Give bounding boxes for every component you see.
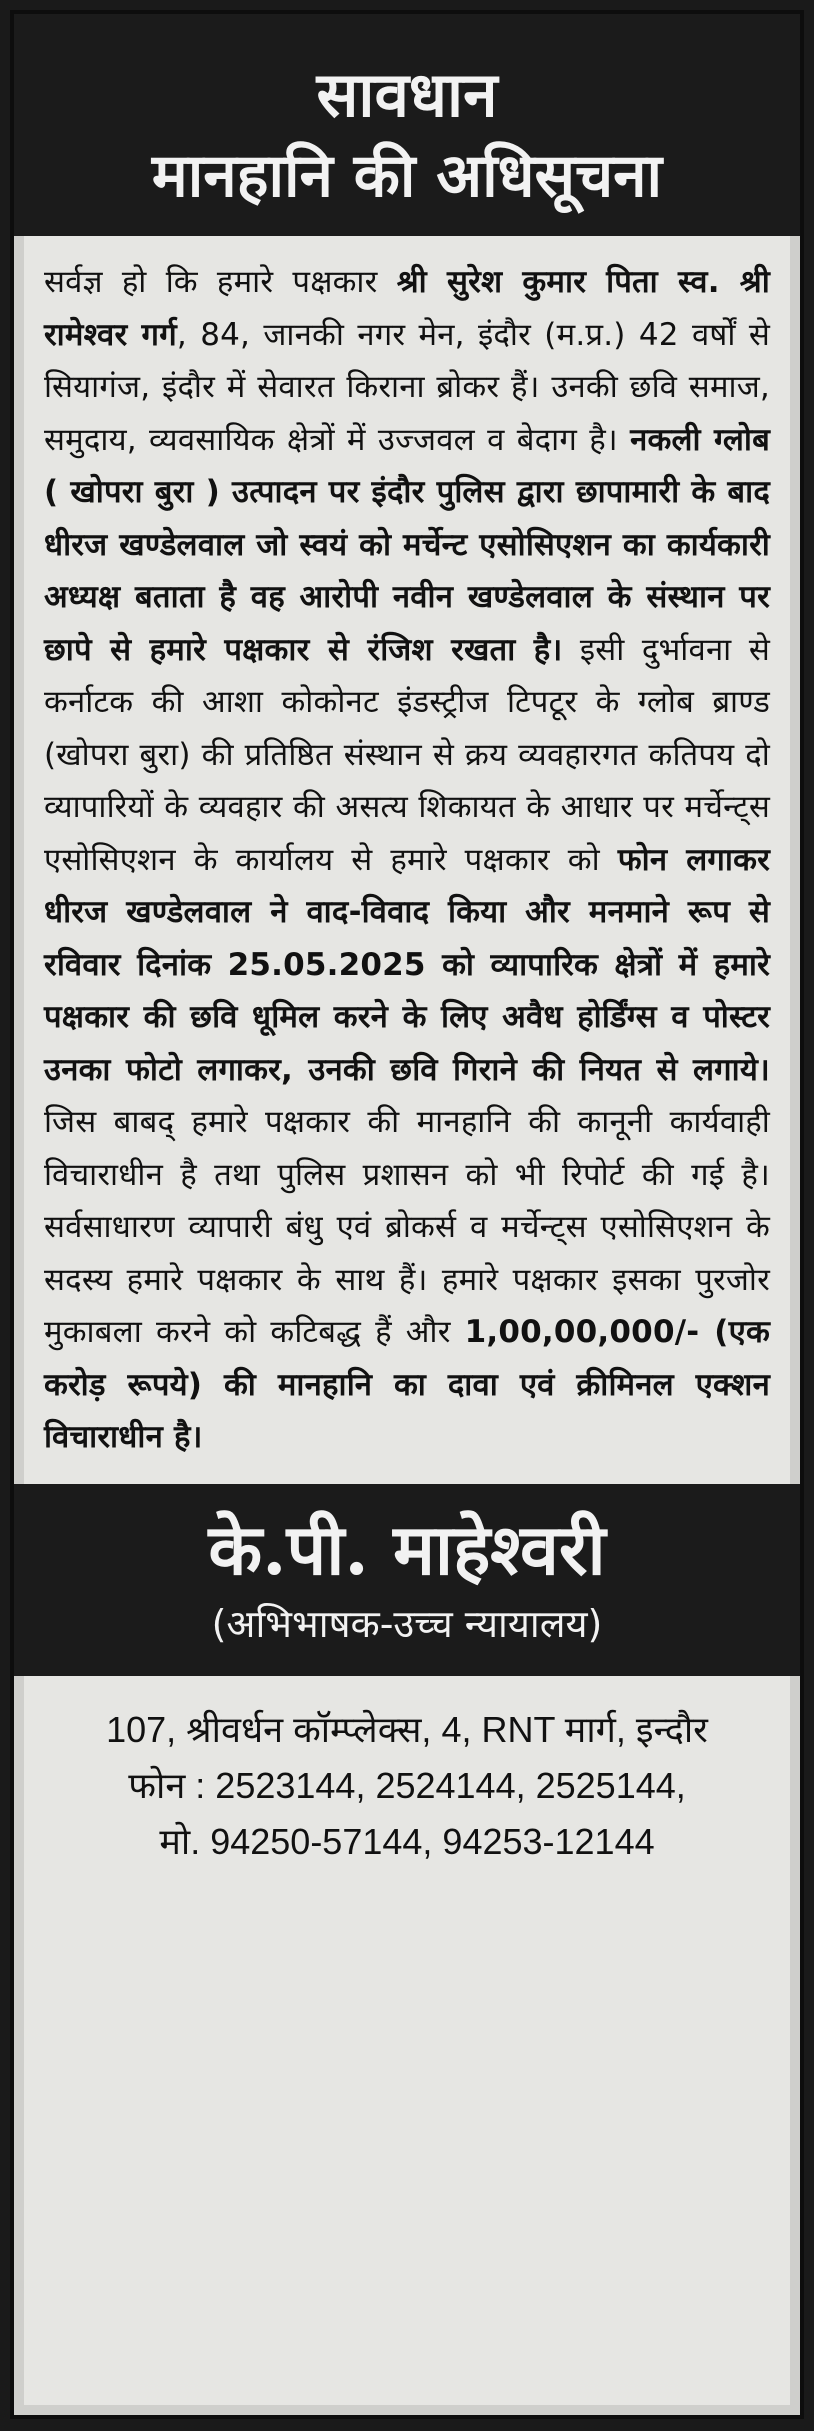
notice-subtitle: मानहानि की अधिसूचना — [151, 141, 663, 211]
contact-phone: फोन : 2523144, 2524144, 2525144, — [128, 1764, 686, 1806]
body-text: इसी दुर्भावना से कर्नाटक की आशा कोकोनट इंडस्ट्रीज टिपटूर के ग्लोब ब्राण्ड (खोपरा बुरा) की प्रतिष्ठित संस्थान से क्रय व्यवहारगत कतिपय दो व्यापारियों के व्यवहार की असत्य शिकायत के आधार पर मर्चेन्ट्स एसोसिएशन के कार्यालय से हमारे पक्षकार को — [44, 631, 770, 878]
body-text-bold: फोन लगाकर धीरज खण्डेलवाल ने वाद-विवाद किया और मनमाने रूप से रविवार दिनांक 25.05.2025 को व्यापारिक क्षेत्रों में हमारे पक्षकार की छवि धूमिल करने के लिए अवैध होर्डिंग्स व पोस्टर उनका फोटो लगाकर, उनकी छवि गिराने की नियत से लगाये। — [44, 841, 770, 1088]
body-text: जिस बाबद् हमारे पक्षकार की मानहानि की कानूनी कार्यवाही विचाराधीन है तथा पुलिस प्रशासन को भी रिपोर्ट की गई है। सर्वसाधारण व्यापारी बंधु एवं ब्रोकर्स व मर्चेन्ट्स एसोसिएशन के सदस्य हमारे पक्षकार के साथ हैं। हमारे पक्षकार इसका पुरजोर मुकाबला करने को कटिबद्ध हैं और — [44, 1104, 770, 1350]
body-text-bold: नकली ग्लोब ( खोपरा बुरा ) उत्पादन पर इंदौर पुलिस द्वारा छापामारी के बाद धीरज खण्डेलवाल जो स्वयं को मर्चेन्ट एसोसिएशन का कार्यकारी अध्यक्ष बताता है वह आरोपी नवीन खण्डेलवाल के संस्थान पर छापे से हमारे पक्षकार से रंजिश रखता है। — [44, 421, 771, 668]
contact-mobile: मो. 94250-57144, 94253-12144 — [159, 1820, 655, 1862]
notice-body — [24, 236, 790, 1484]
body-text-bold: 1,00,00,000/- (एक करोड़ रूपये) की मानहानि का दावा एवं क्रीमिनल एक्शन विचाराधीन है। — [44, 1314, 770, 1455]
body-text: सर्वज्ञ हो कि हमारे पक्षकार — [44, 264, 397, 300]
advocate-name: के.पी. माहेश्वरी — [208, 1507, 606, 1591]
body-text-bold: श्री सुरेश कुमार पिता स्व. श्री रामेश्वर गर्ग — [44, 264, 770, 353]
notice-title: सावधान — [316, 58, 498, 131]
advocate-role: (अभिभाषक-उच्च न्यायालय) — [211, 1601, 603, 1646]
body-text: , 84, जानकी नगर मेन, इंदौर (म.प्र.) 42 वर्षों से सियागंज, इंदौर में सेवारत किराना ब्रोकर हैं। उनकी छवि समाज, समुदाय, व्यवसायिक क्षेत्रों में उज्जवल व बेदाग है। — [44, 316, 770, 458]
contact-address: 107, श्रीवर्धन कॉम्प्लेक्स, 4, RNT मार्ग, इन्दौर — [106, 1708, 708, 1750]
notice-header — [14, 14, 800, 236]
signature-block — [14, 1484, 800, 1676]
contact-block — [24, 1676, 790, 2406]
notice-frame — [10, 10, 804, 2419]
